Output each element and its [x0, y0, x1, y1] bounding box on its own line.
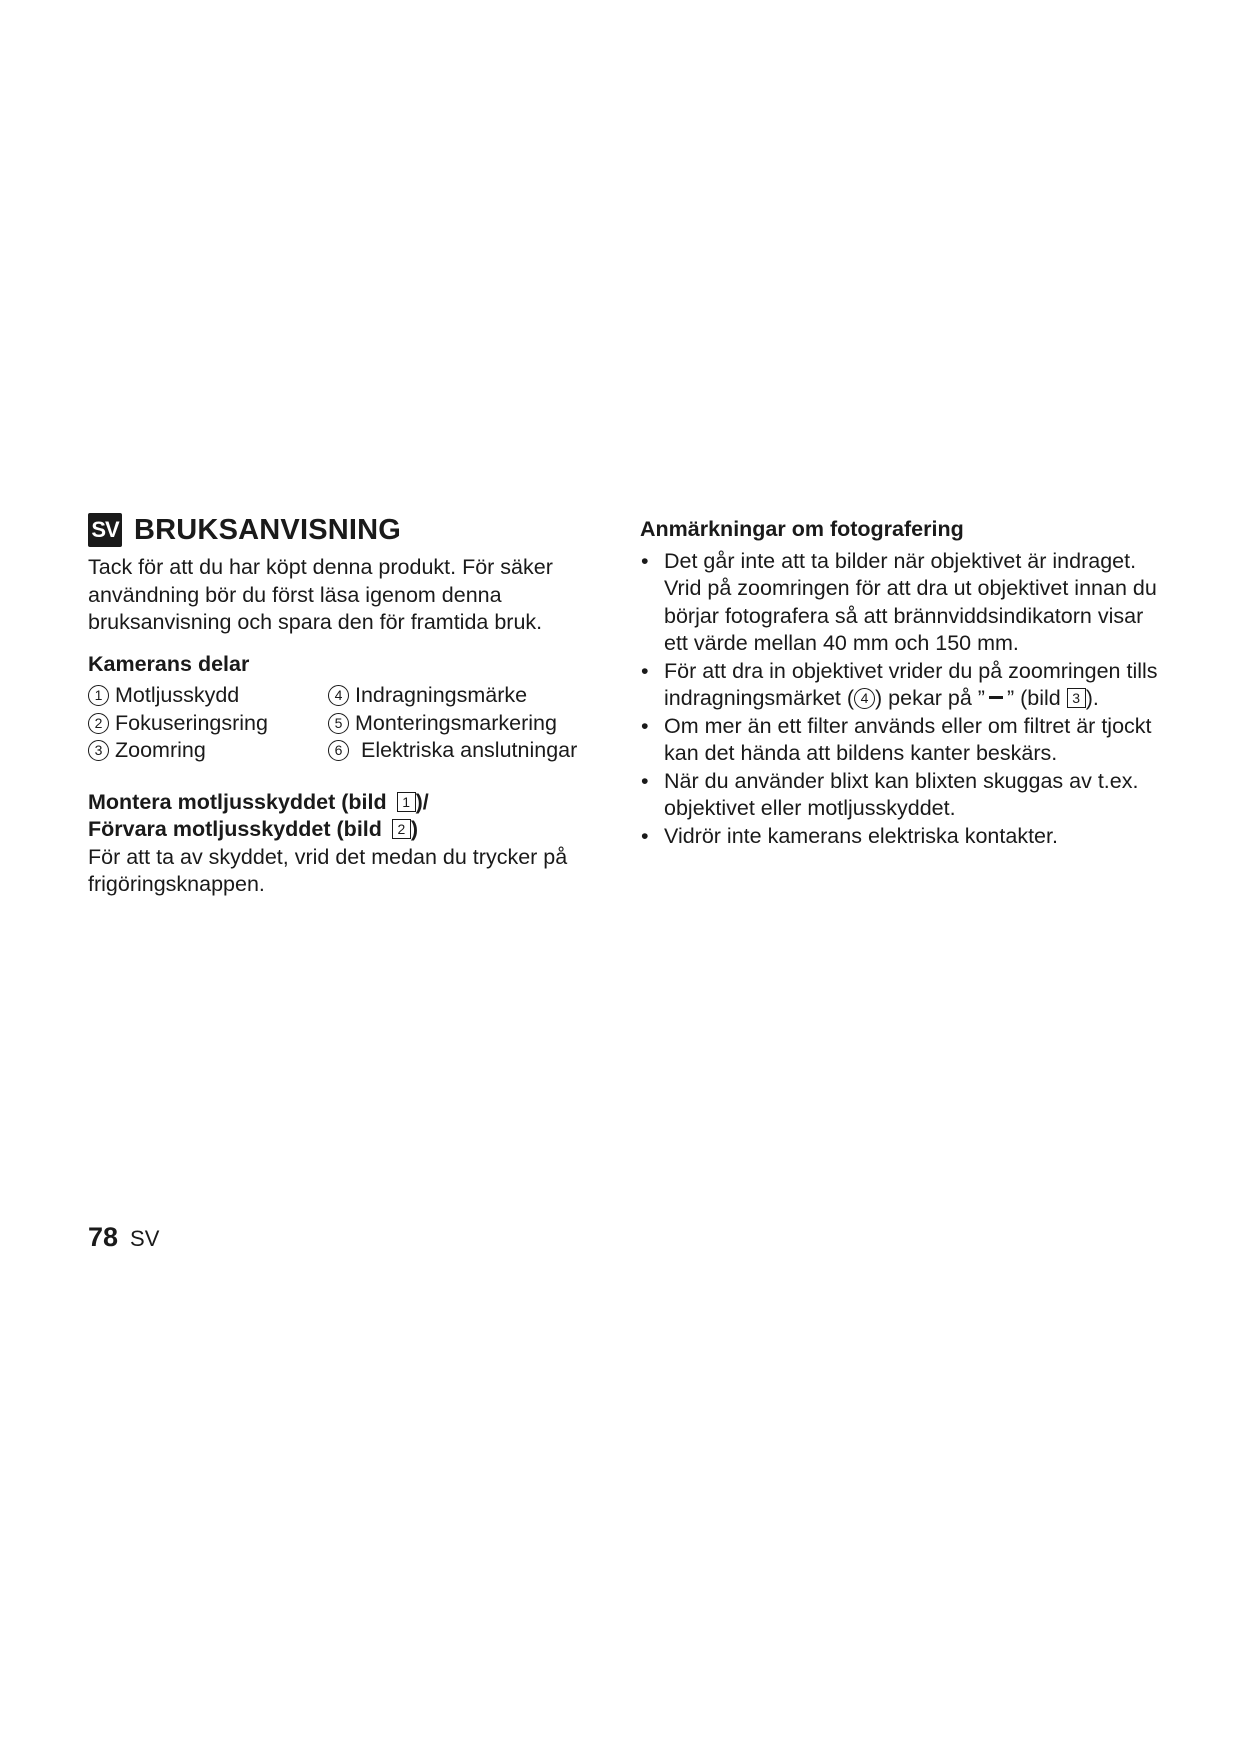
part-number: 4 — [328, 685, 349, 706]
part-item — [88, 682, 328, 710]
intro-paragraph: Tack för att du har köpt denna produkt. För säker användning bör du först läsa igenom denna bruksanvisning och spara den för framtida bruk. — [88, 555, 553, 634]
part-number: 3 — [88, 740, 109, 761]
part-item — [88, 737, 328, 765]
part-number: 5 — [328, 713, 349, 734]
part-number: 6 — [328, 740, 349, 761]
part-item — [88, 710, 328, 738]
store-heading — [88, 816, 608, 844]
language-badge: SV — [88, 513, 122, 547]
part-label: Monteringsmarkering — [355, 710, 557, 735]
note-text: ” (bild — [1006, 686, 1067, 710]
page-language: SV — [130, 1226, 160, 1251]
retract-dash-symbol — [989, 696, 1003, 699]
page-number: 78 — [88, 1222, 119, 1252]
part-label: Motljusskydd — [115, 683, 240, 707]
part-label: Zoomring — [115, 738, 206, 762]
title-row — [88, 510, 608, 550]
notes-heading: Anmärkningar om fotografering — [640, 517, 964, 541]
note-text: För att dra in objektivet vrider du på zoomringen tills indragningsmärket ( — [664, 658, 1158, 710]
page-footer — [88, 1222, 159, 1253]
parts-heading: Kamerans delar — [88, 651, 250, 676]
part-label: Elektriska anslutningar — [355, 738, 578, 762]
parts-list — [88, 682, 608, 765]
part-item — [328, 682, 608, 710]
mount-heading-text: Montera motljusskyddet (bild — [88, 789, 393, 814]
note-text: ). — [1085, 686, 1099, 710]
left-column — [88, 510, 608, 899]
figure-ref-box: 3 — [1067, 688, 1086, 708]
notes-list — [640, 548, 1160, 851]
figure-ref-box: 2 — [392, 819, 411, 839]
list-item: • När du använder blixt kan blixten skuggas av t.ex. objektivet eller motljusskyddet. — [640, 768, 1160, 823]
mount-heading — [88, 789, 608, 817]
part-label: Fokuseringsring — [115, 710, 268, 735]
part-label: Indragningsmärke — [355, 683, 528, 707]
store-heading-end: ) — [410, 817, 419, 841]
part-item — [328, 737, 608, 765]
list-item: • Det går inte att ta bilder när objektivet är indraget. Vrid på zoomringen för att dra ut objektivet innan du börjar fotografera så att brännviddsindikatorn visar ett värde mellan 40 mm och 150 mm. — [640, 548, 1160, 658]
part-item — [328, 710, 608, 738]
list-item — [640, 658, 1160, 713]
part-number-ref: 4 — [854, 688, 875, 709]
figure-ref-box: 1 — [397, 792, 416, 812]
store-heading-text: Förvara motljusskyddet (bild — [88, 817, 388, 841]
mount-heading-end: )/ — [415, 789, 429, 814]
mount-body: För att ta av skyddet, vrid det medan du trycker på frigöringsknappen. — [88, 844, 568, 896]
part-number: 1 — [88, 685, 109, 706]
page-title: BRUKSANVISNING — [134, 513, 402, 546]
part-number: 2 — [88, 713, 109, 734]
list-item: • Vidrör inte kamerans elektriska kontakter. — [640, 823, 1160, 851]
right-column — [640, 516, 1160, 850]
list-item: • Om mer än ett filter används eller om filtret är tjockt kan det hända att bildens kanter beskärs. — [640, 713, 1160, 768]
note-text: ) pekar på ” — [875, 686, 985, 710]
